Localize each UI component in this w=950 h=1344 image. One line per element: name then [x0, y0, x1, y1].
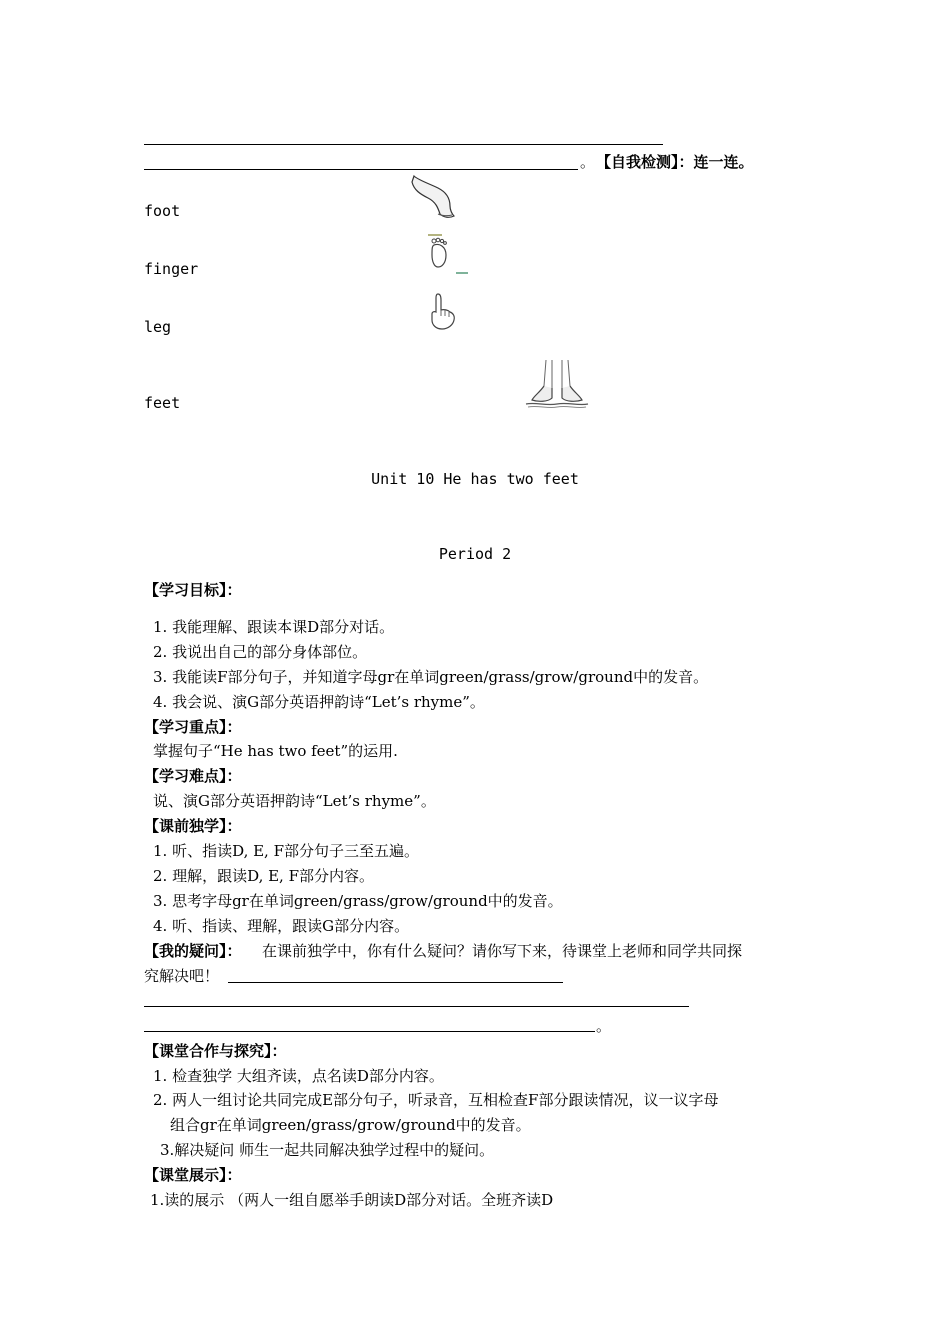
end-mark: 。: [580, 153, 596, 171]
answer-line-1[interactable]: [144, 144, 663, 145]
cooperation-item: 2. 两人一组讨论共同完成E部分句子，听录音，互相检查F部分跟读情况，议一议字母: [153, 1091, 719, 1109]
question-line-3[interactable]: [144, 1031, 595, 1032]
preview-item: 4. 听、指读、理解，跟读G部分内容。: [153, 917, 410, 935]
objective-item: 2. 我说出自己的部分身体部位。: [153, 643, 368, 661]
leg-icon: [408, 172, 458, 220]
preview-heading: 【课前独学】：: [144, 817, 242, 835]
question-line-2[interactable]: [144, 1006, 689, 1007]
preview-item: 3. 思考字母gr在单词green/grass/grow/ground中的发音。: [153, 892, 563, 910]
questions-text-1: 在课前独学中，你有什么疑问？请你写下来，待课堂上老师和同学共同探: [262, 942, 743, 960]
foot-icon: [424, 233, 470, 277]
display-item: 1.读的展示 （两人一组自愿举手朗读D部分对话。全班齐读D: [150, 1191, 554, 1209]
cooperation-heading: 【课堂合作与探究】：: [144, 1042, 287, 1060]
cooperation-item: 组合gr在单词green/grass/grow/ground中的发音。: [170, 1116, 531, 1134]
word-leg: leg: [144, 318, 172, 336]
word-finger: finger: [144, 260, 199, 278]
objective-item: 3. 我能读F部分句子，并知道字母gr在单词green/grass/grow/ground中的发音。: [153, 668, 709, 686]
objective-item: 4. 我会说、演G部分英语押韵诗“Let’s rhyme”。: [153, 693, 485, 711]
preview-item: 1. 听、指读D, E, F部分句子三至五遍。: [153, 842, 420, 860]
questions-end-mark: 。: [596, 1017, 612, 1035]
cooperation-item: 3.解决疑问 师生一起共同解决独学过程中的疑问。: [160, 1141, 495, 1159]
unit-title: Unit 10 He has two feet: [371, 470, 579, 488]
period-title: Period 2: [438, 545, 512, 563]
key-points-text: 掌握句子“He has two feet”的运用.: [153, 742, 398, 760]
difficulties-text: 说、演G部分英语押韵诗“Let’s rhyme”。: [153, 792, 436, 810]
questions-text-2: 究解决吧！: [144, 967, 220, 985]
preview-item: 2. 理解，跟读D, E, F部分内容。: [153, 867, 375, 885]
display-heading: 【课堂展示】：: [144, 1166, 242, 1184]
cooperation-item: 1. 检查独学 大组齐读，点名读D部分内容。: [153, 1067, 444, 1085]
feet-icon: [524, 358, 590, 410]
key-points-heading: 【学习重点】：: [144, 718, 242, 736]
objectives-heading: 【学习目标】：: [144, 581, 242, 599]
questions-heading: 【我的疑问】：: [144, 942, 242, 960]
question-line-1[interactable]: [228, 982, 563, 983]
word-feet: feet: [144, 394, 181, 412]
self-check-heading: 【自我检测】：连一连。: [596, 153, 754, 171]
finger-icon: [426, 292, 460, 332]
word-foot: foot: [144, 202, 181, 220]
difficulties-heading: 【学习难点】：: [144, 767, 242, 785]
objective-item: 1. 我能理解、跟读本课D部分对话。: [153, 618, 395, 636]
answer-line-2[interactable]: [144, 169, 578, 170]
